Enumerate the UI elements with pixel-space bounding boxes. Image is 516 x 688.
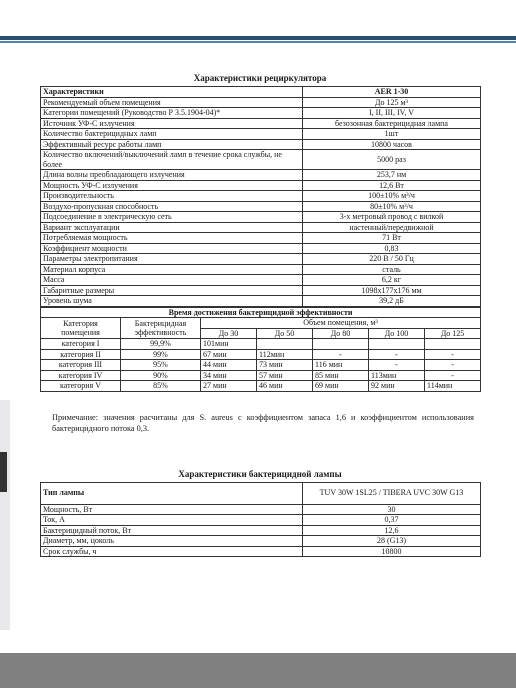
volume-column-header: Объем помещения, м³ <box>201 318 481 329</box>
spec-label: Подсоединение в электрическую сеть <box>41 212 303 223</box>
spec-row <box>41 150 481 170</box>
time-cell: 69 мин <box>313 381 369 392</box>
lamp-label: Ток, А <box>41 515 303 526</box>
lamp-row <box>41 536 481 547</box>
spec-row <box>41 118 481 129</box>
spec-label: Эффективный ресурс работы ламп <box>41 139 303 150</box>
time-cell: 57 мин <box>257 370 313 381</box>
time-cell: 113мин <box>369 370 425 381</box>
spec-value: 12,6 Вт <box>303 180 481 191</box>
header-divider-accent <box>0 41 516 43</box>
volume-header: До 50 <box>257 328 313 339</box>
spec-label: Количество включений/выключений ламп в течение срока службы, не более <box>41 150 303 170</box>
time-cell: - <box>369 349 425 360</box>
spec-label: Количество бактерицидных ламп <box>41 129 303 140</box>
spec-row <box>41 233 481 244</box>
lamp-row <box>41 504 481 515</box>
spec-value: 0,83 <box>303 243 481 254</box>
spec-value: безозонная бактерицидная лампа <box>303 118 481 129</box>
time-cell: 27 мин <box>201 381 257 392</box>
spec-value: I, II, III, IV, V <box>303 108 481 119</box>
time-cell: - <box>425 370 481 381</box>
spec-row <box>41 180 481 191</box>
efficiency-row <box>41 370 481 381</box>
category-column-header: Категория помещения <box>41 318 121 339</box>
spec-row <box>41 222 481 233</box>
lamp-value: 10800 <box>303 546 481 557</box>
spec-value: 5000 раз <box>303 150 481 170</box>
spec-label: Масса <box>41 275 303 286</box>
time-cell: 46 мин <box>257 381 313 392</box>
efficiency-cell: 95% <box>121 360 201 371</box>
spec-label: Мощность УФ-С излучения <box>41 180 303 191</box>
spec-value: 100±10% м³/ч <box>303 191 481 202</box>
spec-value: 80±10% м³/ч <box>303 201 481 212</box>
left-edge-fragment <box>0 400 10 630</box>
spec-label: Категории помещений (Руководство Р 3.5.1904-04)* <box>41 108 303 119</box>
spec-label: Рекомендуемый объем помещения <box>41 97 303 108</box>
spec-row <box>41 243 481 254</box>
spec-row <box>41 275 481 286</box>
spec-row <box>41 129 481 140</box>
time-cell: 44 мин <box>201 360 257 371</box>
volume-header: До 80 <box>313 328 369 339</box>
efficiency-row <box>41 360 481 371</box>
lamp-type-label: Тип лампы <box>41 482 303 504</box>
spec-label: Производительность <box>41 191 303 202</box>
spec-header-row <box>41 87 481 98</box>
spec-label: Источник УФ-С излучения <box>41 118 303 129</box>
lamp-label: Срок службы, ч <box>41 546 303 557</box>
note-paragraph: Примечание: значения расчитаны для S. aureus с коэффициентом запаса 1,6 и коэффициентом использования бактерицидного потока 0,3. <box>52 412 474 433</box>
lamp-row <box>41 525 481 536</box>
spec-value: 220 В / 50 Гц <box>303 254 481 265</box>
time-cell <box>257 339 313 350</box>
spec-label: Воздухо-пропускная способность <box>41 201 303 212</box>
efficiency-title: Время достижения бактерицидной эффективности <box>41 307 481 318</box>
time-cell: 92 мин <box>369 381 425 392</box>
lamp-value: 12,6 <box>303 525 481 536</box>
spec-value: 71 Вт <box>303 233 481 244</box>
category-cell: категория V <box>41 381 121 392</box>
spec-label: Вариант эксплуатации <box>41 222 303 233</box>
time-cell <box>425 339 481 350</box>
spec-row <box>41 170 481 181</box>
spec-header-model: AER 1-30 <box>303 87 481 98</box>
time-cell <box>369 339 425 350</box>
time-cell: - <box>425 349 481 360</box>
top-band <box>0 0 516 36</box>
lamp-value: 28 (G13) <box>303 536 481 547</box>
spec-label: Габаритные размеры <box>41 285 303 296</box>
spec-label: Параметры электропитания <box>41 254 303 265</box>
time-cell: 67 мин <box>201 349 257 360</box>
spec-value: настенный/передвижной <box>303 222 481 233</box>
efficiency-row <box>41 339 481 350</box>
spec-label: Коэффициент мощности <box>41 243 303 254</box>
lamp-label: Бактерицидный поток, Вт <box>41 525 303 536</box>
bottom-band <box>0 653 516 688</box>
spec-row <box>41 108 481 119</box>
spec-row <box>41 191 481 202</box>
time-cell: - <box>369 360 425 371</box>
spec-row <box>41 212 481 223</box>
volume-header: До 100 <box>369 328 425 339</box>
lamp-label: Диаметр, мм, цоколь <box>41 536 303 547</box>
spec-value: 253,7 нм <box>303 170 481 181</box>
lamp-value: 30 <box>303 504 481 515</box>
recirculator-title: Характеристики рециркулятора <box>193 73 327 83</box>
time-cell: 34 мин <box>201 370 257 381</box>
efficiency-row <box>41 349 481 360</box>
time-cell: 112мин <box>257 349 313 360</box>
lamp-row <box>41 515 481 526</box>
efficiency-cell: 85% <box>121 381 201 392</box>
spec-row <box>41 264 481 275</box>
lamp-header-row <box>41 482 481 504</box>
spec-row <box>41 139 481 150</box>
time-cell: 114мин <box>425 381 481 392</box>
lamp-type-value: TUV 30W 1SL25 / TIBERA UVC 30W G13 <box>303 482 481 504</box>
spec-value: 6,2 кг <box>303 275 481 286</box>
time-cell <box>313 339 369 350</box>
efficiency-cell: 99% <box>121 349 201 360</box>
category-cell: категория II <box>41 349 121 360</box>
lamp-value: 0,37 <box>303 515 481 526</box>
header-divider <box>0 36 516 40</box>
spec-label: Материал корпуса <box>41 264 303 275</box>
spec-value: 3-х метровый провод с вилкой <box>303 212 481 223</box>
spec-row <box>41 296 481 307</box>
spec-value: До 125 м³ <box>303 97 481 108</box>
time-cell: - <box>313 349 369 360</box>
volume-header: До 125 <box>425 328 481 339</box>
spec-row <box>41 254 481 265</box>
spec-label: Потребляемая мощность <box>41 233 303 244</box>
spec-value: 1098х177х176 мм <box>303 285 481 296</box>
time-cell: 73 мин <box>257 360 313 371</box>
efficiency-cell: 99,9% <box>121 339 201 350</box>
spec-label: Длина волны преобладающего излучения <box>41 170 303 181</box>
spec-row <box>41 285 481 296</box>
spec-value: 39,2 дБ <box>303 296 481 307</box>
efficiency-title-row <box>41 307 481 318</box>
spec-value: 10800 часов <box>303 139 481 150</box>
time-cell: 101мин <box>201 339 257 350</box>
spec-value: 1шт <box>303 129 481 140</box>
spec-header-label: Характеристики <box>41 87 303 98</box>
time-cell: 116 мин <box>313 360 369 371</box>
efficiency-table <box>40 307 481 392</box>
lamp-spec-table <box>40 482 481 558</box>
lamp-row <box>41 546 481 557</box>
left-edge-dark-fragment <box>0 452 7 492</box>
spec-row <box>41 201 481 212</box>
category-cell: категория IV <box>41 370 121 381</box>
spec-row <box>41 97 481 108</box>
spec-value: сталь <box>303 264 481 275</box>
category-cell: категория I <box>41 339 121 350</box>
lamp-title: Характеристики бактерицидной лампы <box>178 468 342 479</box>
efficiency-column-header: Бактерицидная эффективность <box>121 318 201 339</box>
efficiency-cell: 90% <box>121 370 201 381</box>
efficiency-row <box>41 381 481 392</box>
recirculator-spec-table <box>40 86 481 307</box>
time-cell: 85 мин <box>313 370 369 381</box>
document-page <box>40 72 480 557</box>
lamp-label: Мощность, Вт <box>41 504 303 515</box>
time-cell: - <box>425 360 481 371</box>
efficiency-header-row <box>41 318 481 329</box>
volume-header: До 30 <box>201 328 257 339</box>
spec-label: Уровень шума <box>41 296 303 307</box>
category-cell: категория III <box>41 360 121 371</box>
